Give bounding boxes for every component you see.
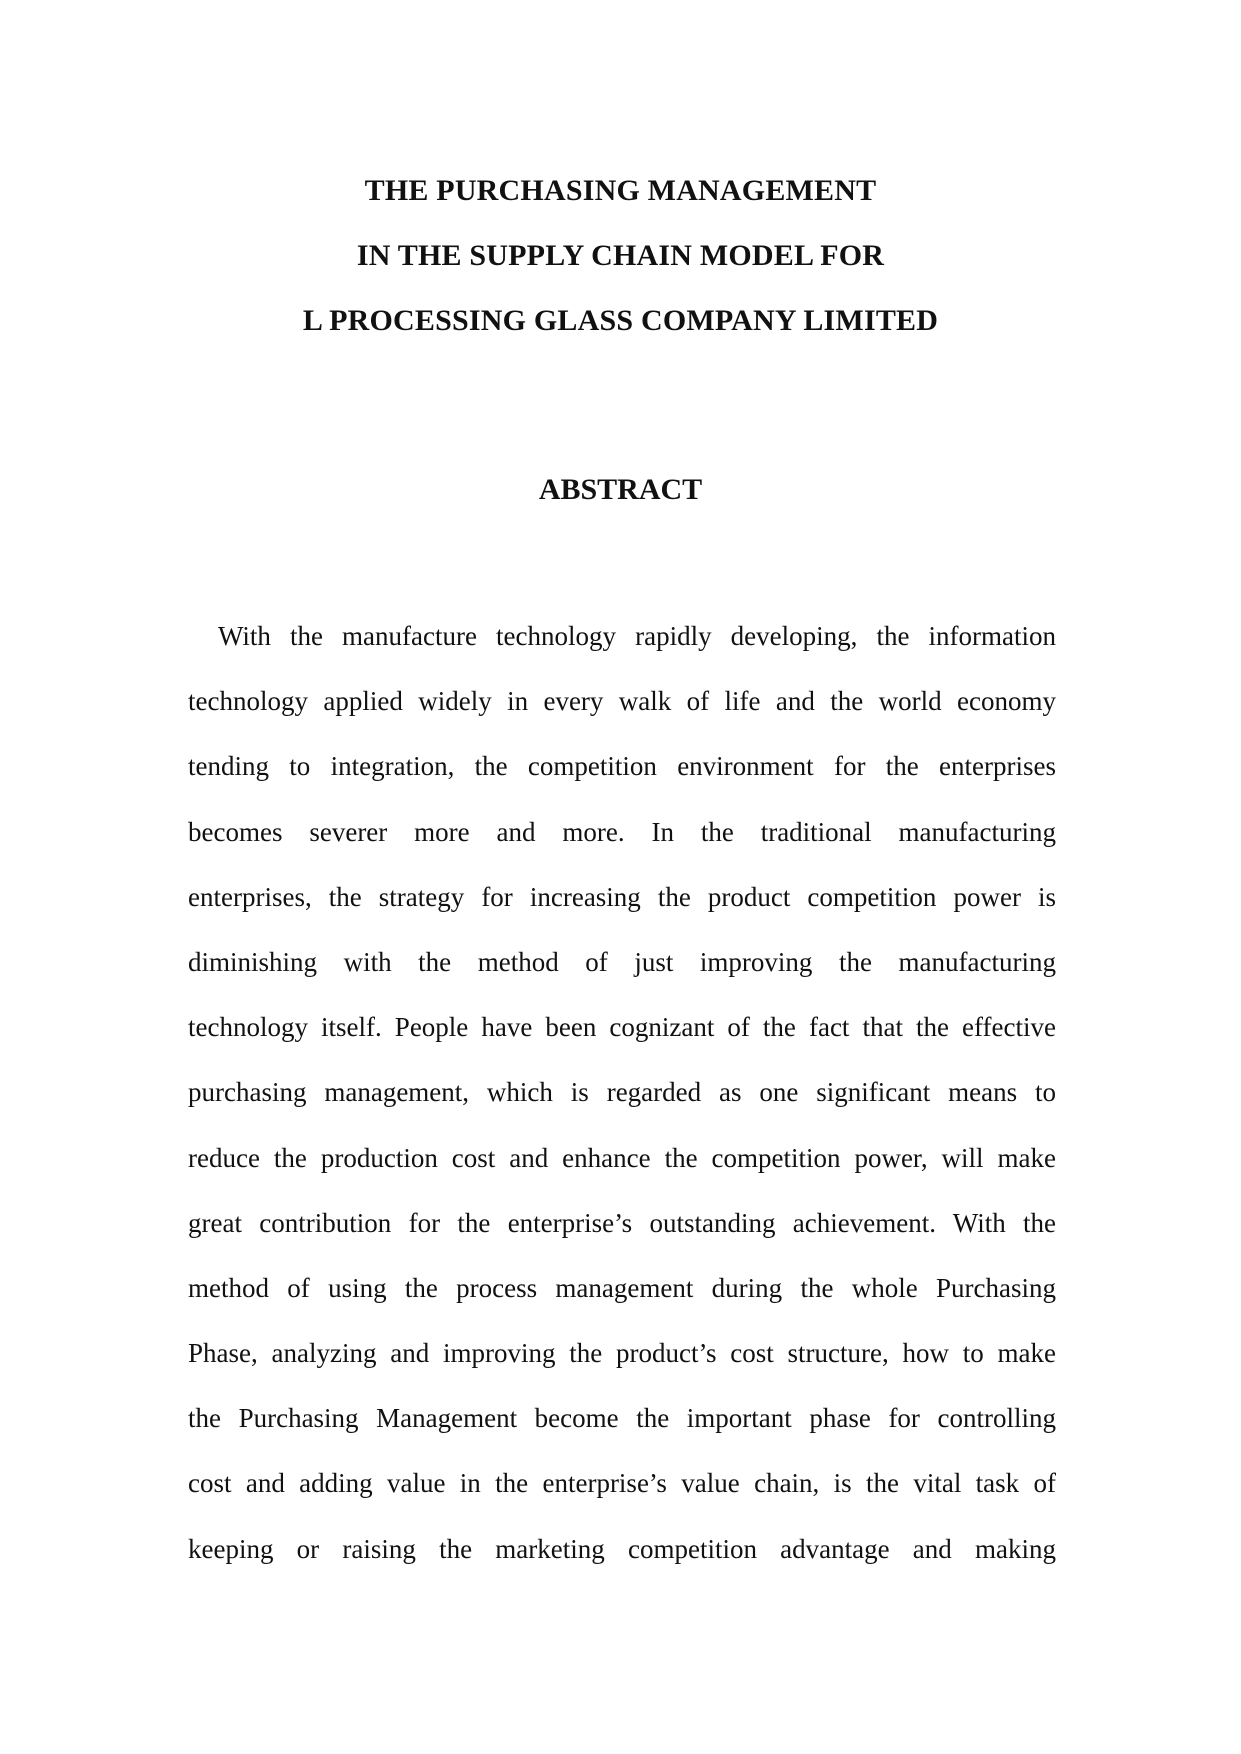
abstract-line: Phase, analyzing and improving the product’s cost structure, how to make — [188, 1338, 1056, 1369]
abstract-line: method of using the process management during the whole Purchasing — [188, 1272, 1056, 1303]
abstract-line: the Purchasing Management become the important phase for controlling — [188, 1403, 1056, 1434]
abstract-line: becomes severer more and more. In the traditional manufacturing — [188, 816, 1056, 847]
title-line: IN THE SUPPLY CHAIN MODEL FOR — [356, 239, 885, 272]
title-line: THE PURCHASING MANAGEMENT — [364, 174, 877, 207]
document-title — [0, 158, 1241, 353]
abstract-line: great contribution for the enterprise’s outstanding achievement. With the — [188, 1207, 1056, 1238]
abstract-line: enterprises, the strategy for increasing the product competition power is — [188, 881, 1056, 912]
abstract-line: keeping or raising the marketing competition advantage and making — [188, 1533, 1056, 1564]
abstract-line: reduce the production cost and enhance the competition power, will make — [188, 1142, 1056, 1173]
abstract-line: cost and adding value in the enterprise’s value chain, is the vital task of — [188, 1468, 1056, 1499]
abstract-line: technology applied widely in every walk of life and the world economy — [188, 686, 1056, 717]
abstract-line: tending to integration, the competition environment for the enterprises — [188, 751, 1056, 782]
abstract-heading: ABSTRACT — [538, 473, 703, 506]
title-line: L PROCESSING GLASS COMPANY LIMITED — [302, 304, 939, 337]
abstract-line: technology itself. People have been cognizant of the fact that the effective — [188, 1012, 1056, 1043]
abstract-line: diminishing with the method of just improving the manufacturing — [188, 946, 1056, 977]
abstract-line: purchasing management, which is regarded as one significant means to — [188, 1077, 1056, 1108]
abstract-line: With the manufacture technology rapidly developing, the information — [218, 621, 1056, 651]
abstract-body — [188, 604, 1056, 1582]
